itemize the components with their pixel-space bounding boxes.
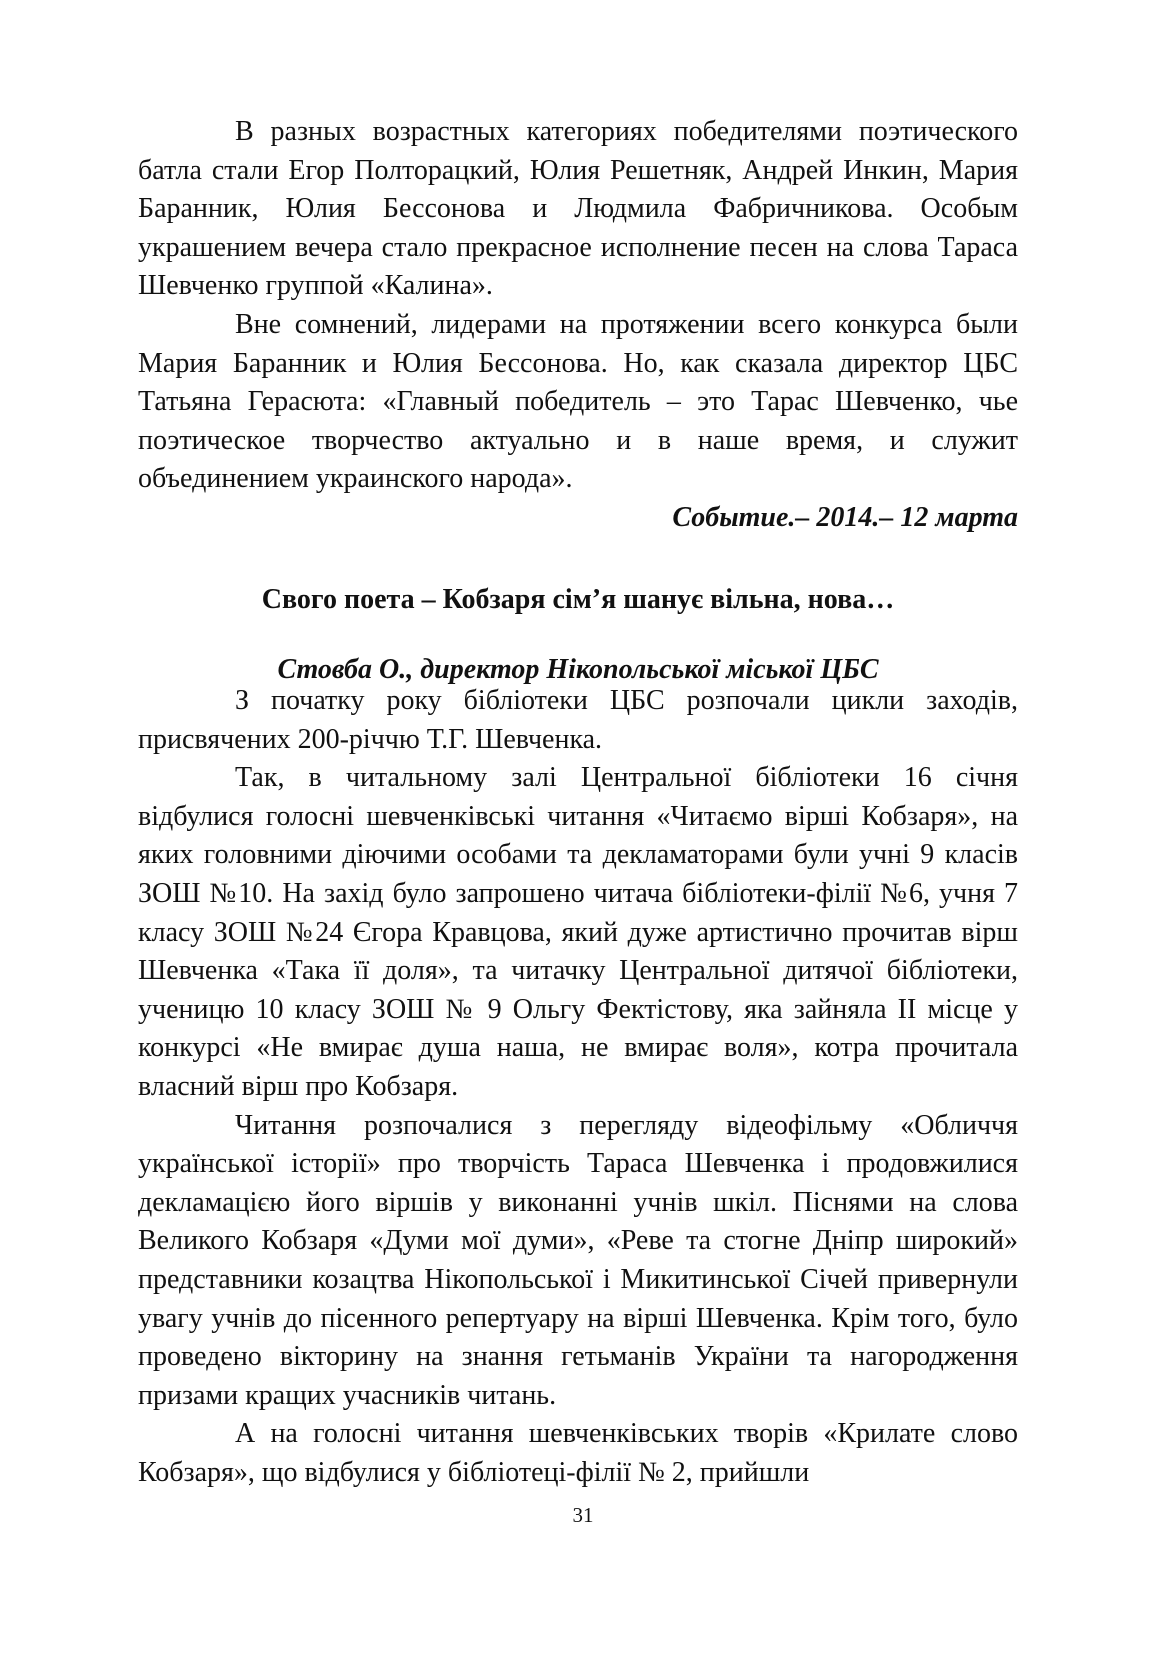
page-number: 31 xyxy=(572,1503,594,1527)
article-1-paragraph-2: Вне сомнений, лидерами на протяжении всего конкурса были Мария Баранник и Юлия Бессонова. Но, как сказала директор ЦБС Татьяна Герасюта: «Главный победитель – это Тарас Шевченко, чье поэтическое творчество актуально и в наше время, и служит объединением украинского народа». xyxy=(138,308,1018,495)
article-2-author: Стовба О., директор Нікопольської міської ЦБС xyxy=(277,654,879,685)
article-1-paragraph-1: В разных возрастных категориях победителями поэтического батла стали Егор Полторацкий, Юлия Решетняк, Андрей Инкин, Мария Баранник, Юлия Бессонова и Людмила Фабричникова. Особым украшением вечера стало прекрасное исполнение песен на слова Тараса Шевченко группой «Калина». xyxy=(138,116,1018,302)
article-2-paragraph-2: Так, в читальному залі Центральної бібліотеки 16 січня відбулися голосні шевченківські читання «Читаємо вірші Кобзаря», на яких головними діючими особами та декламаторами були учні 9 класів ЗОШ №10. На захід було запрошено читача бібліотеки-філії №6, учня 7 класу ЗОШ №24 Єгора Кравцова, який дуже артистично прочитав вірш Шевченка «Така її доля», та читачку Центральної дитячої бібліотеки, ученицю 10 класу ЗОШ № 9 Ольгу Фектістову, яка зайняла ІІ місце у конкурсі «Не вмирає душа наша, не вмирає воля», котра прочитала власний вірш про Кобзаря. xyxy=(138,762,1018,1102)
article-1-body xyxy=(138,113,1018,538)
article-2-paragraph-3: Читання розпочалися з перегляду відеофільму «Обличчя української історії» про творчість Тараса Шевченка і продовжилися декламацією його віршів у виконанні учнів шкіл. Піснями на слова Великого Кобзаря «Думи мої думи», «Реве та стогне Дніпр широкий» представники козацтва Нікопольської і Микитинської Січей привернули увагу учнів до пісенного репертуару на вірші Шевченка. Крім того, було проведено вікторину на знання гетьманів України та нагородження призами кращих учасників читань. xyxy=(138,1109,1018,1411)
article-1-source: Событие.– 2014.– 12 марта xyxy=(672,501,1018,533)
article-2-paragraph-1: З початку року бібліотеки ЦБС розпочали цикли заходів, присвячених 200-річчю Т.Г. Шевченка. xyxy=(138,685,1018,755)
article-2-title: Свого поета – Кобзаря сім’я шанує вільна, нова… xyxy=(261,584,895,615)
article-2-paragraph-4: А на голосні читання шевченківських творів «Крилате слово Кобзаря», що відбулися у бібліотеці-філії № 2, прийшли xyxy=(138,1418,1018,1488)
article-2-body xyxy=(138,682,1018,1492)
